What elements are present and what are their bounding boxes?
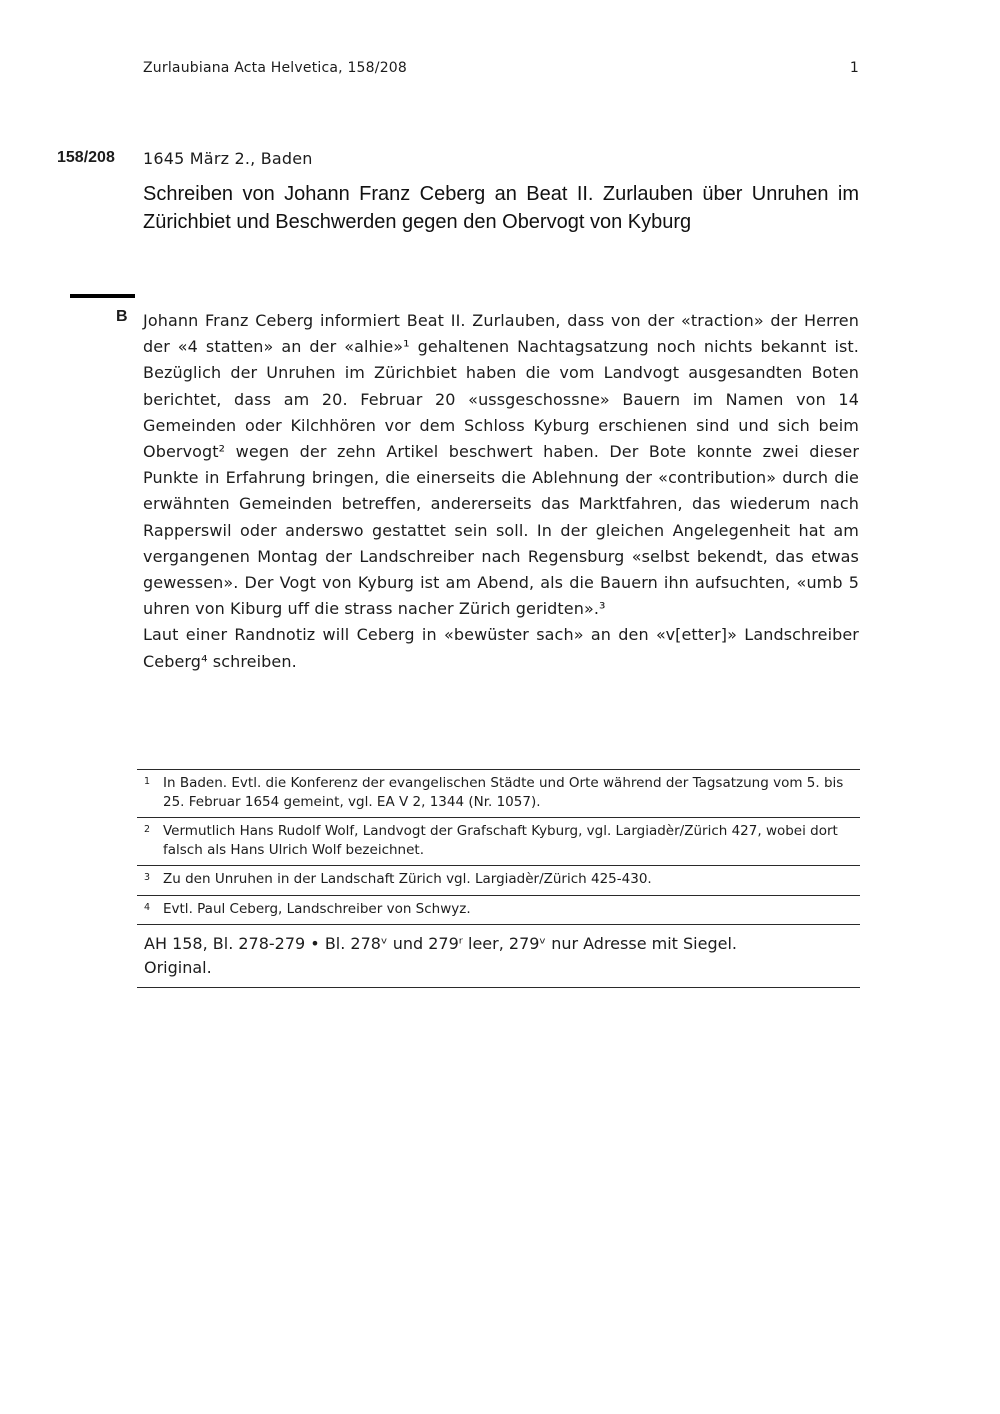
regest-paragraph-1: Johann Franz Ceberg informiert Beat II. Zurlauben, dass von der «traction» der Herren der «4 statten» an der «alhie»¹ gehaltenen Nachtagsatzung noch nichts bekannt ist. Bezüglich der Unruhen im Zürichbiet haben die vom Landvogt ausgesandten Boten berichtet, dass am 20. Februar 20 «ussgeschossne» Bauern im Namen von 14 Gemeinden oder Kilchhören vor dem Schloss Kyburg erschienen sind und sich beim Obervogt² wegen der zehn Artikel beschwert haben. Der Bote konnte zwei dieser Punkte in Erfahrung bringen, die einerseits die Ablehnung der «contribution» durch die erwähnten Gemeinden betreffen, andererseits das Marktfahren, das wiederum nach Rapperswil oder anderswo gestattet sein soll. In der gleichen Angelegenheit hat am vergangenen Montag der Landschreiber nach Regensburg «selbst bekendt, das etwas gewessen». Der Vogt von Kyburg ist am Abend, als die Bauern ihn aufsuchten, «umb 5 uhren von Kiburg uff die strass nacher Zürich geridten».³ [143, 311, 859, 619]
footnote-number: 4 [144, 901, 151, 913]
running-header-title: Zurlaubiana Acta Helvetica, 158/208 [143, 60, 408, 76]
footnote-1 [137, 770, 860, 818]
entry-date-place: 1645 März 2., Baden [143, 149, 313, 168]
footnote-number: 1 [144, 776, 151, 787]
source-line-1: AH 158, Bl. 278-279 • Bl. 278ᵛ und 279ʳ leer, 279ᵛ nur Adresse mit Siegel. [144, 934, 737, 953]
regest-paragraph-2: Laut einer Randnotiz will Ceberg in «bewüster sach» an den «v[etter]» Landschreiber Ceberg⁴ schreiben. [143, 625, 859, 671]
footnote-2 [137, 818, 860, 866]
regest-marker: B [116, 308, 128, 325]
footnote-text: In Baden. Evtl. die Konferenz der evangelischen Städte und Orte während der Tagsatzung vom 5. bis 25. Februar 1654 gemeint, vgl. EA V 2, 1344 (Nr. 1057). [163, 775, 844, 810]
running-header [143, 60, 859, 76]
footnote-4 [137, 896, 860, 926]
footnotes-section [137, 769, 860, 988]
footnote-number: 2 [144, 824, 151, 835]
footnote-text: Zu den Unruhen in der Landschaft Zürich vgl. Largiadèr/Zürich 425-430. [163, 871, 652, 887]
source-note [137, 925, 860, 988]
footnote-number: 3 [144, 872, 151, 883]
entry-head [57, 149, 857, 171]
section-rule [70, 294, 135, 298]
entry-number: 158/208 [57, 149, 115, 166]
entry-title: Schreiben von Johann Franz Ceberg an Beat II. Zurlauben über Unruhen im Zürichbiet und Beschwerden gegen den Obervogt von Kyburg [143, 183, 859, 233]
footnote-text: Vermutlich Hans Rudolf Wolf, Landvogt der Grafschaft Kyburg, vgl. Largiadèr/Zürich 427, wobei dort falsch als Hans Ulrich Wolf bezeichnet. [163, 823, 838, 858]
footnote-3 [137, 866, 860, 896]
regest-body [143, 308, 859, 675]
source-line-2: Original. [144, 957, 212, 977]
footnote-text: Evtl. Paul Ceberg, Landschreiber von Schwyz. [163, 900, 471, 917]
page-number: 1 [849, 60, 859, 76]
